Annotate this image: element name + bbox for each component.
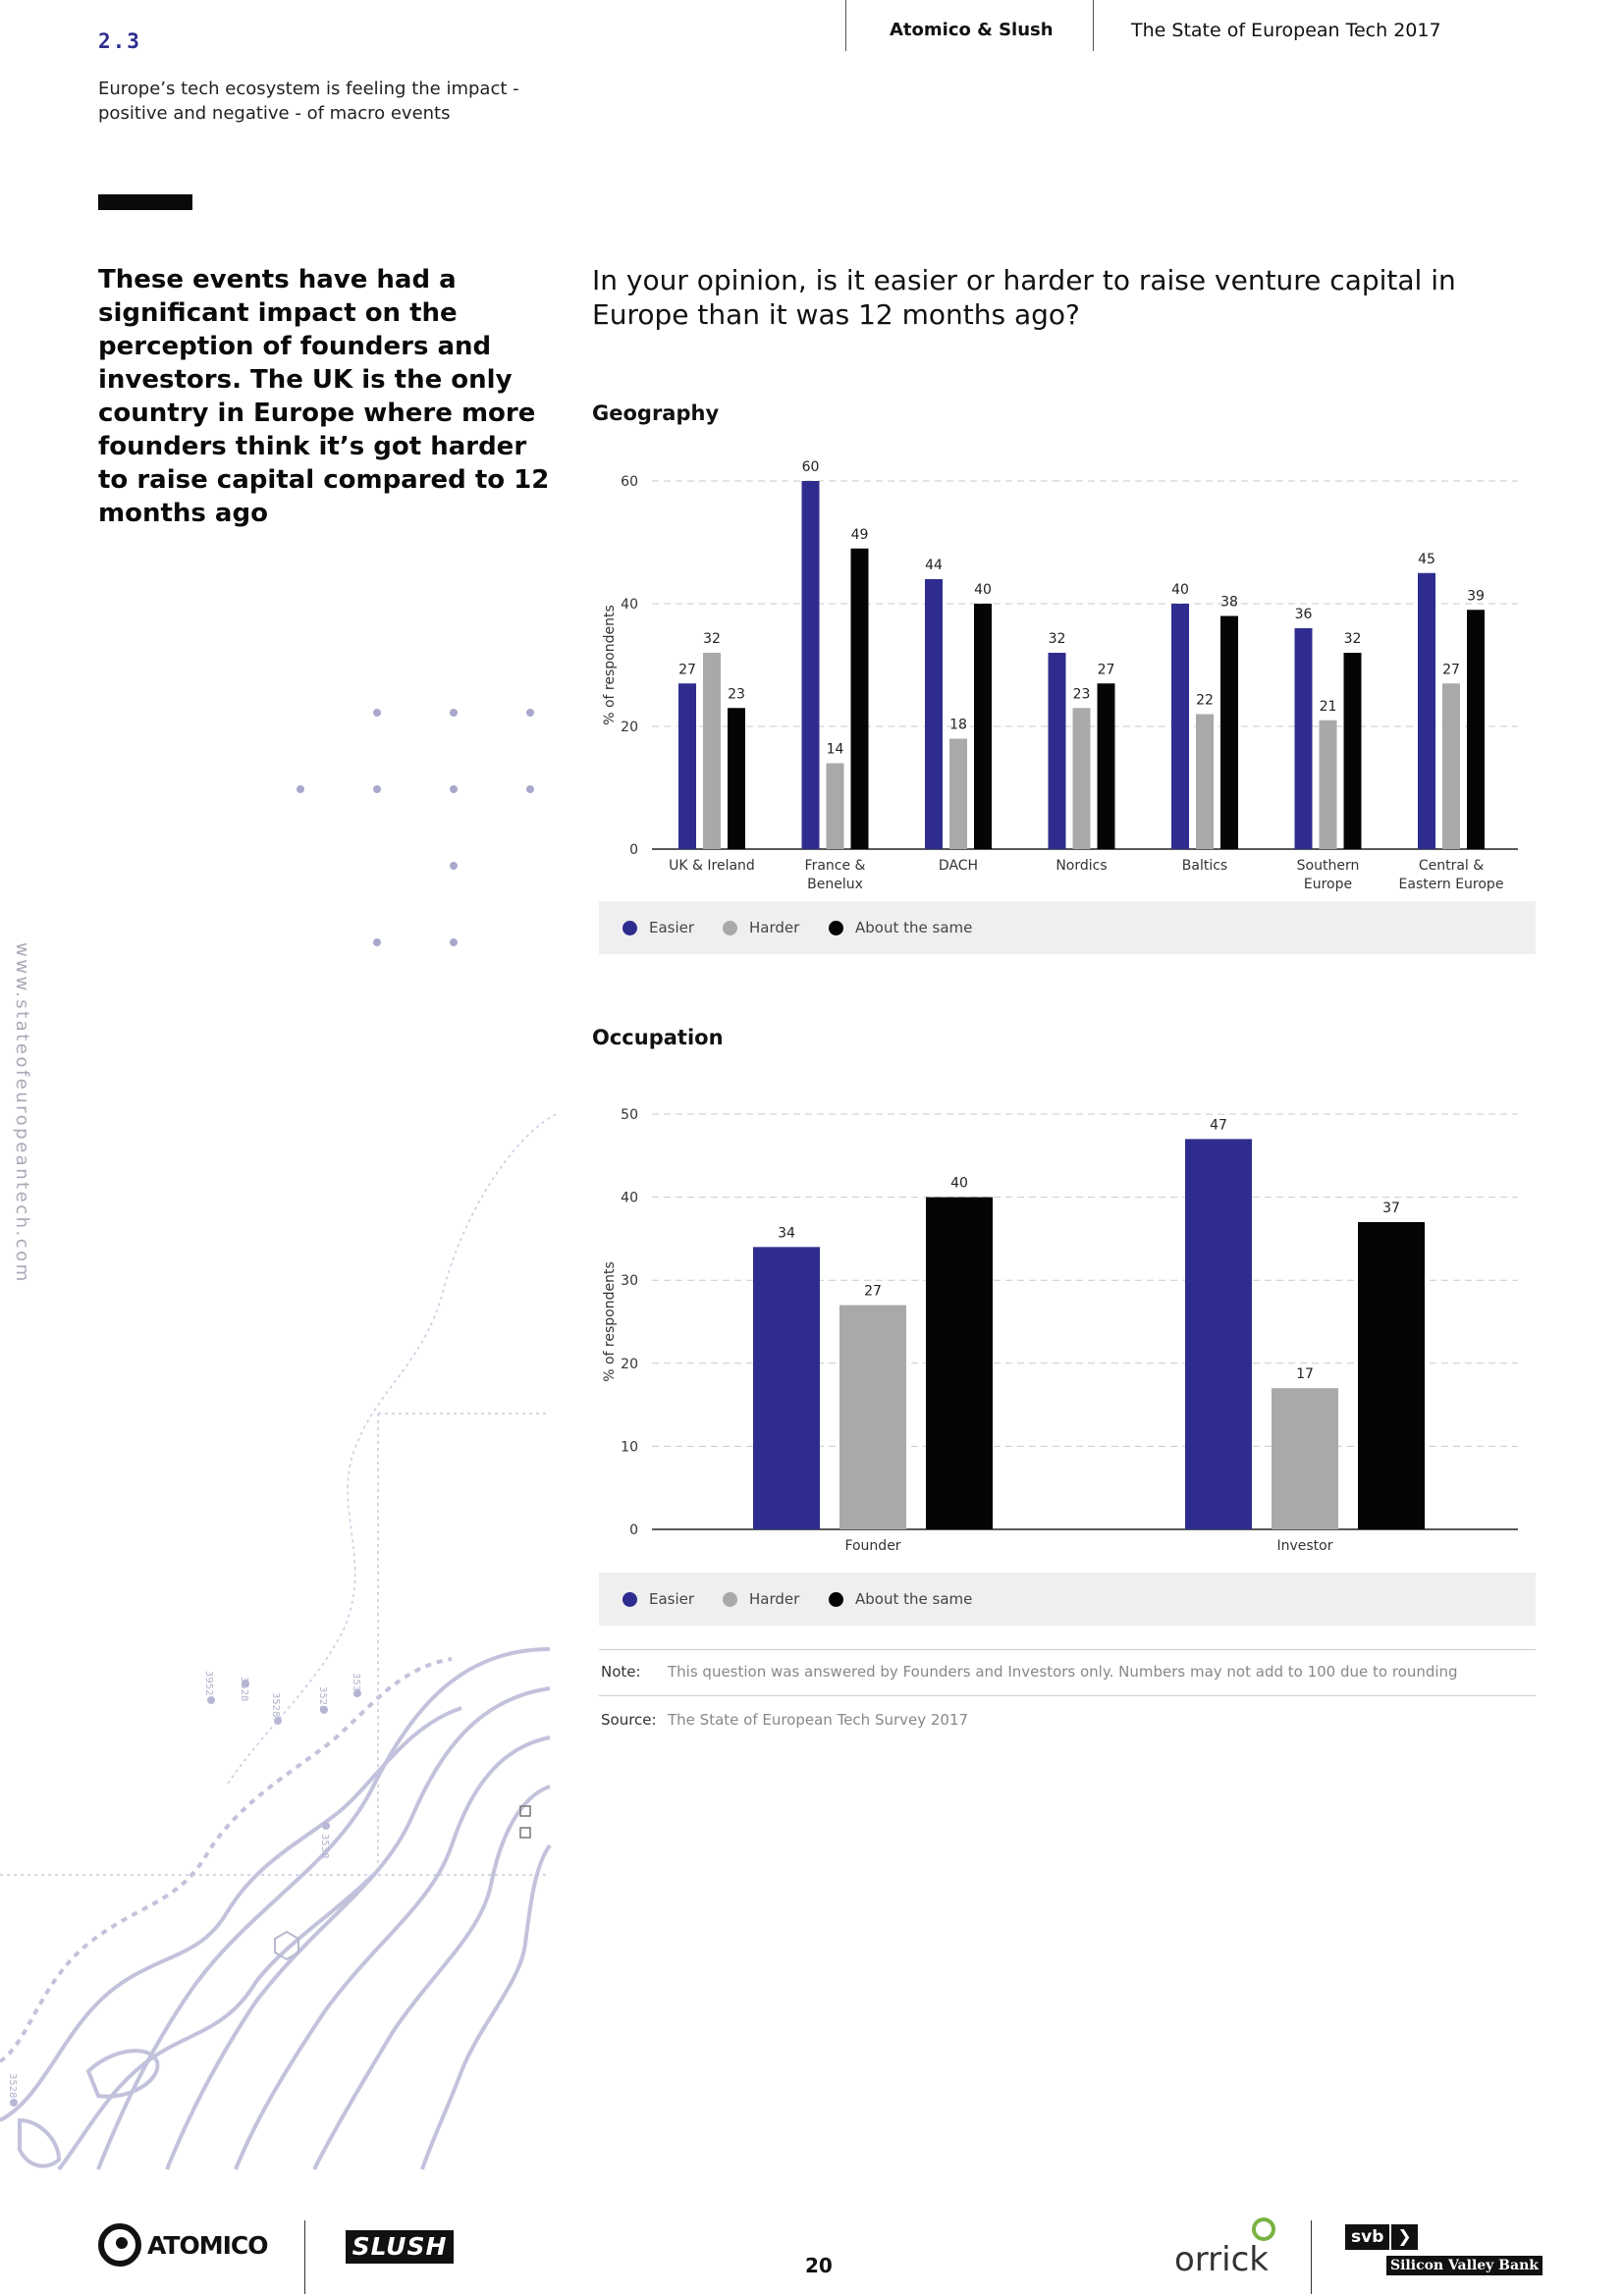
data-label: 37 [1382, 1200, 1400, 1216]
bar-harder [839, 1306, 906, 1529]
data-label: 27 [864, 1283, 882, 1300]
atomico-logo [96, 2220, 283, 2269]
source-label: Source: [601, 1711, 657, 1729]
bar-harder [703, 653, 721, 849]
y-tick-label: 10 [621, 1439, 638, 1456]
x-tick-label: Benelux [807, 877, 863, 892]
data-label: 14 [826, 741, 844, 758]
y-axis-label: % of respondents [602, 1261, 618, 1382]
y-tick-label: 50 [621, 1107, 638, 1123]
side-url: www.stateofeuropeantech.com [12, 942, 32, 1284]
bar-harder [1272, 1388, 1338, 1529]
x-tick-label: Europe [1303, 877, 1353, 892]
contour-label: 3528 [317, 1686, 328, 1712]
lead-text: These events have had a significant impact on the perception of founders and investors. The UK is the only country in Europe where more founders think it’s got harder to raise capital compared to 12 months ago [98, 265, 550, 528]
legend-item-easier [623, 1573, 694, 1626]
geography-bar-chart [589, 452, 1532, 903]
note-divider [599, 1695, 1536, 1696]
x-tick-label: Southern [1296, 858, 1360, 874]
footer-divider [304, 2220, 305, 2294]
data-label: 40 [950, 1175, 968, 1192]
note-label: Note: [601, 1663, 641, 1681]
bar-harder [1442, 683, 1460, 849]
legend-label: About the same [855, 1590, 973, 1608]
data-label: 45 [1418, 551, 1435, 567]
contour-label: 3538 [319, 1834, 330, 1859]
header-divider [845, 0, 846, 51]
bar-harder [827, 764, 844, 850]
atomico-ring-icon [96, 2221, 143, 2269]
geography-legend [599, 901, 1536, 954]
slush-logo: SLUSH [346, 2230, 454, 2264]
x-tick-label: France & [804, 858, 866, 874]
header-report-title: The State of European Tech 2017 [1131, 20, 1441, 41]
occupation-legend [599, 1573, 1536, 1626]
bar-easier [678, 683, 696, 849]
legend-label: Easier [649, 1590, 695, 1608]
y-tick-label: 40 [621, 597, 638, 613]
data-label: 38 [1220, 594, 1238, 611]
x-tick-label: DACH [938, 858, 979, 874]
legend-item-harder [723, 901, 799, 954]
data-label: 23 [1072, 686, 1091, 703]
bar-easier [1418, 573, 1435, 849]
legend-dot-same-icon [829, 921, 843, 935]
y-axis-label: % of respondents [602, 605, 618, 725]
source-text: The State of European Tech Survey 2017 [668, 1711, 969, 1729]
legend-label: About the same [855, 919, 973, 936]
bar-about-the-same [1098, 683, 1115, 849]
data-label: 60 [801, 459, 820, 475]
data-label: 49 [850, 526, 869, 543]
bar-about-the-same [851, 549, 869, 849]
svb-chevron-icon: ❯ [1391, 2224, 1417, 2250]
bar-about-the-same [1220, 616, 1238, 850]
legend-label: Easier [649, 919, 695, 936]
legend-label: Harder [749, 1590, 800, 1608]
legend-item-easier [623, 901, 694, 954]
section-subtitle: Europe’s tech ecosystem is feeling the impact - positive and negative - of macro events [98, 79, 519, 124]
bar-about-the-same [974, 604, 992, 849]
legend-dot-easier-icon [623, 1592, 637, 1607]
page-number: 20 [805, 2254, 833, 2277]
bar-easier [802, 481, 820, 849]
data-label: 21 [1319, 698, 1337, 715]
bar-easier [1171, 604, 1189, 849]
data-label: 44 [925, 558, 943, 573]
data-label: 32 [1048, 631, 1066, 647]
data-label: 32 [1343, 631, 1362, 647]
geography-chart-title: Geography [592, 401, 720, 425]
data-label: 36 [1294, 607, 1313, 622]
bar-about-the-same [926, 1198, 993, 1529]
note-divider [599, 1649, 1536, 1650]
bar-easier [753, 1247, 820, 1529]
bar-about-the-same [1467, 610, 1485, 849]
bar-harder [1073, 708, 1091, 849]
x-tick-label: Baltics [1181, 858, 1228, 874]
y-tick-label: 0 [629, 1522, 638, 1538]
data-label: 39 [1467, 588, 1485, 605]
data-label: 17 [1296, 1366, 1314, 1383]
x-tick-label: Nordics [1056, 858, 1108, 874]
data-label: 34 [778, 1225, 795, 1242]
y-tick-label: 20 [621, 1356, 638, 1372]
y-tick-label: 60 [621, 474, 638, 490]
data-label: 32 [703, 631, 721, 647]
legend-dot-easier-icon [623, 921, 637, 935]
x-tick-label: Founder [844, 1538, 901, 1554]
svb-full-wordmark: Silicon Valley Bank [1386, 2256, 1543, 2275]
section-marker-bar [98, 194, 192, 210]
footer-divider [1311, 2220, 1312, 2294]
legend-dot-harder-icon [723, 921, 737, 935]
orrick-wordmark: orrick [1174, 2240, 1269, 2279]
decorative-dots [285, 697, 540, 952]
y-tick-label: 20 [621, 720, 638, 735]
data-label: 27 [1442, 662, 1460, 678]
data-label: 18 [949, 717, 967, 733]
y-tick-label: 0 [629, 842, 638, 858]
section-number: 2.3 [98, 29, 141, 53]
bar-about-the-same [728, 708, 745, 849]
bar-easier [1185, 1139, 1252, 1529]
legend-item-same [829, 901, 972, 954]
bar-about-the-same [1358, 1222, 1425, 1529]
bar-about-the-same [1344, 653, 1362, 849]
survey-question: In your opinion, is it easier or harder to raise venture capital in Europe than it was 12 months ago? [592, 264, 1456, 331]
occupation-bar-chart [589, 1085, 1532, 1556]
y-tick-label: 30 [621, 1273, 638, 1290]
x-tick-label: Eastern Europe [1398, 877, 1504, 892]
topographic-map-decoration [0, 1099, 560, 2179]
header-brand: Atomico & Slush [890, 20, 1054, 40]
data-label: 47 [1210, 1117, 1227, 1134]
legend-dot-same-icon [829, 1592, 843, 1607]
data-label: 23 [728, 686, 745, 703]
contour-label: 3539 [351, 1673, 361, 1698]
x-tick-label: UK & Ireland [669, 858, 755, 874]
legend-label: Harder [749, 919, 800, 936]
legend-item-same [829, 1573, 972, 1626]
contour-label: 3952 [203, 1671, 214, 1696]
x-tick-label: Investor [1276, 1538, 1333, 1554]
data-label: 27 [678, 662, 696, 678]
contour-label: 3528 [7, 2073, 18, 2099]
header-divider [1093, 0, 1094, 51]
legend-dot-harder-icon [723, 1592, 737, 1607]
atomico-wordmark: ATOMICO [147, 2230, 268, 2260]
bar-harder [1196, 715, 1214, 850]
y-tick-label: 40 [621, 1190, 638, 1206]
note-text: This question was answered by Founders and Investors only. Numbers may not add to 100 due to rounding [668, 1663, 1458, 1681]
bar-easier [1049, 653, 1066, 849]
legend-item-harder [723, 1573, 799, 1626]
data-label: 40 [974, 582, 992, 598]
orrick-logo [1174, 2215, 1282, 2283]
svb-logo [1345, 2224, 1539, 2283]
data-label: 40 [1171, 582, 1189, 598]
contour-label: 3528 [270, 1692, 281, 1718]
bar-harder [949, 739, 967, 850]
data-label: 22 [1196, 692, 1214, 709]
bar-easier [925, 579, 943, 849]
x-tick-label: Central & [1418, 858, 1485, 874]
bar-harder [1320, 721, 1337, 849]
contour-label: 3528 [239, 1677, 249, 1702]
data-label: 27 [1097, 662, 1115, 678]
occupation-chart-title: Occupation [592, 1026, 724, 1049]
bar-easier [1295, 628, 1313, 849]
svb-short-wordmark: svb [1345, 2224, 1389, 2250]
